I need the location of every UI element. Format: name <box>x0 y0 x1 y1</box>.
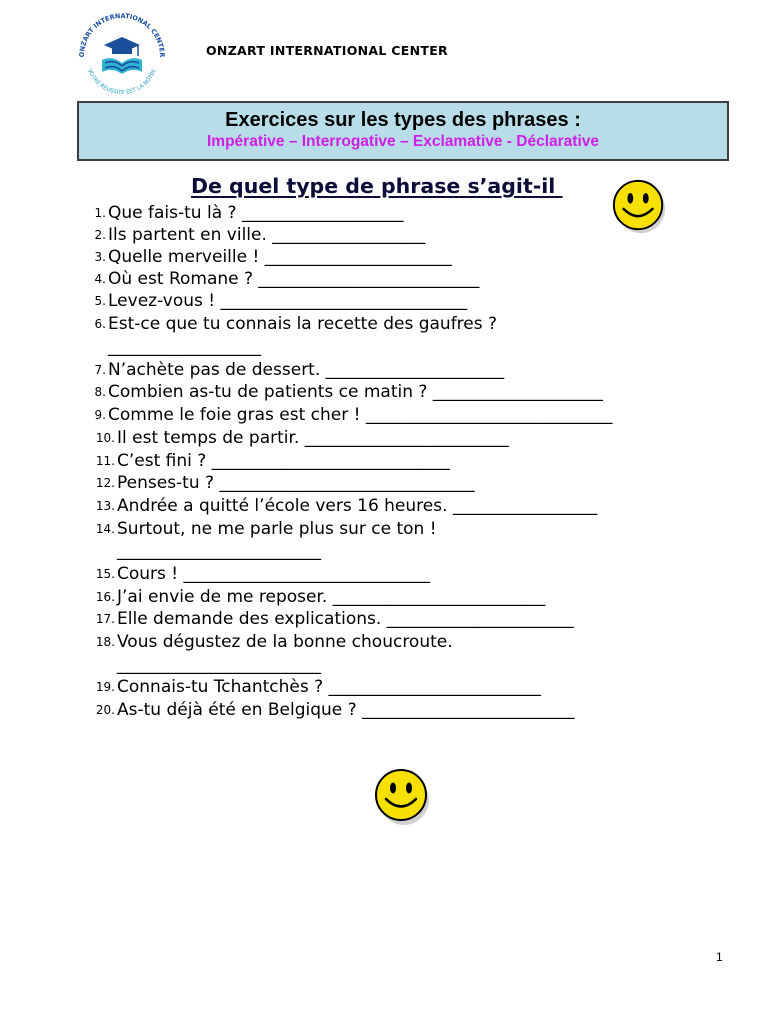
list-item: 17. Elle demande des explications. ______________________ <box>95 609 574 629</box>
list-item: 19. Connais-tu Tchantchès ? _________________________ <box>95 677 542 697</box>
page-title: Exercices sur les types des phrases : <box>225 109 581 131</box>
logo <box>74 8 170 104</box>
list-item: 13. Andrée a quitté l’école vers 16 heures. _________________ <box>95 496 598 516</box>
smiley-face-icon <box>372 766 432 826</box>
list-item: 7. N’achète pas de dessert. _____________________ <box>94 360 505 380</box>
title-box <box>77 101 729 161</box>
list-item: 15. Cours ! _____________________________ <box>95 564 431 584</box>
answer-line[interactable]: ________________________ <box>117 655 321 675</box>
list-item: 14. Surtout, ne me parle plus sur ce ton ! <box>95 519 437 539</box>
page-number: 1 <box>716 950 723 964</box>
list-item: 11. C’est fini ? ____________________________ <box>95 451 450 471</box>
list-item: 5. Levez-vous ! _____________________________ <box>94 291 467 311</box>
answer-line[interactable]: ________________________ <box>117 541 321 561</box>
list-item: 3. Quelle merveille ! ______________________ <box>94 247 452 267</box>
list-item: 1. Que fais-tu là ? ___________________ <box>94 203 404 223</box>
list-item: 8. Combien as-tu de patients ce matin ? ____________________ <box>94 382 603 402</box>
list-item: 9. Comme le foie gras est cher ! _____________________________ <box>94 405 613 425</box>
list-item: 20. As-tu déjà été en Belgique ? _________________________ <box>95 700 575 720</box>
list-item: 2. Ils partent en ville. __________________ <box>94 225 426 245</box>
page-subtitle: Impérative – Interrogative – Exclamative - Déclarative <box>206 133 599 150</box>
svg-text:ONZART INTERNATIONAL CENTER: ONZART INTERNATIONAL CENTER <box>77 11 167 58</box>
list-item: 12. Penses-tu ? ______________________________ <box>95 473 475 493</box>
organization-name: ONZART INTERNATIONAL CENTER <box>206 43 448 58</box>
list-item: 10. Il est temps de partir. ________________________ <box>95 428 509 448</box>
list-item: 16. J’ai envie de me reposer. _________________________ <box>95 587 546 607</box>
smiley-face-icon <box>610 177 668 235</box>
list-item: 4. Où est Romane ? __________________________ <box>94 269 480 289</box>
svg-text:VOTRE RÉUSSITE EST LA NÔTRE: VOTRE RÉUSSITE EST LA NÔTRE <box>86 68 158 97</box>
section-heading: De quel type de phrase s’agit-il <box>191 174 563 198</box>
answer-line[interactable]: __________________ <box>108 337 261 357</box>
list-item: 6. Est-ce que tu connais la recette des gaufres ? <box>94 314 498 334</box>
list-item: 18. Vous dégustez de la bonne choucroute. <box>95 632 453 652</box>
